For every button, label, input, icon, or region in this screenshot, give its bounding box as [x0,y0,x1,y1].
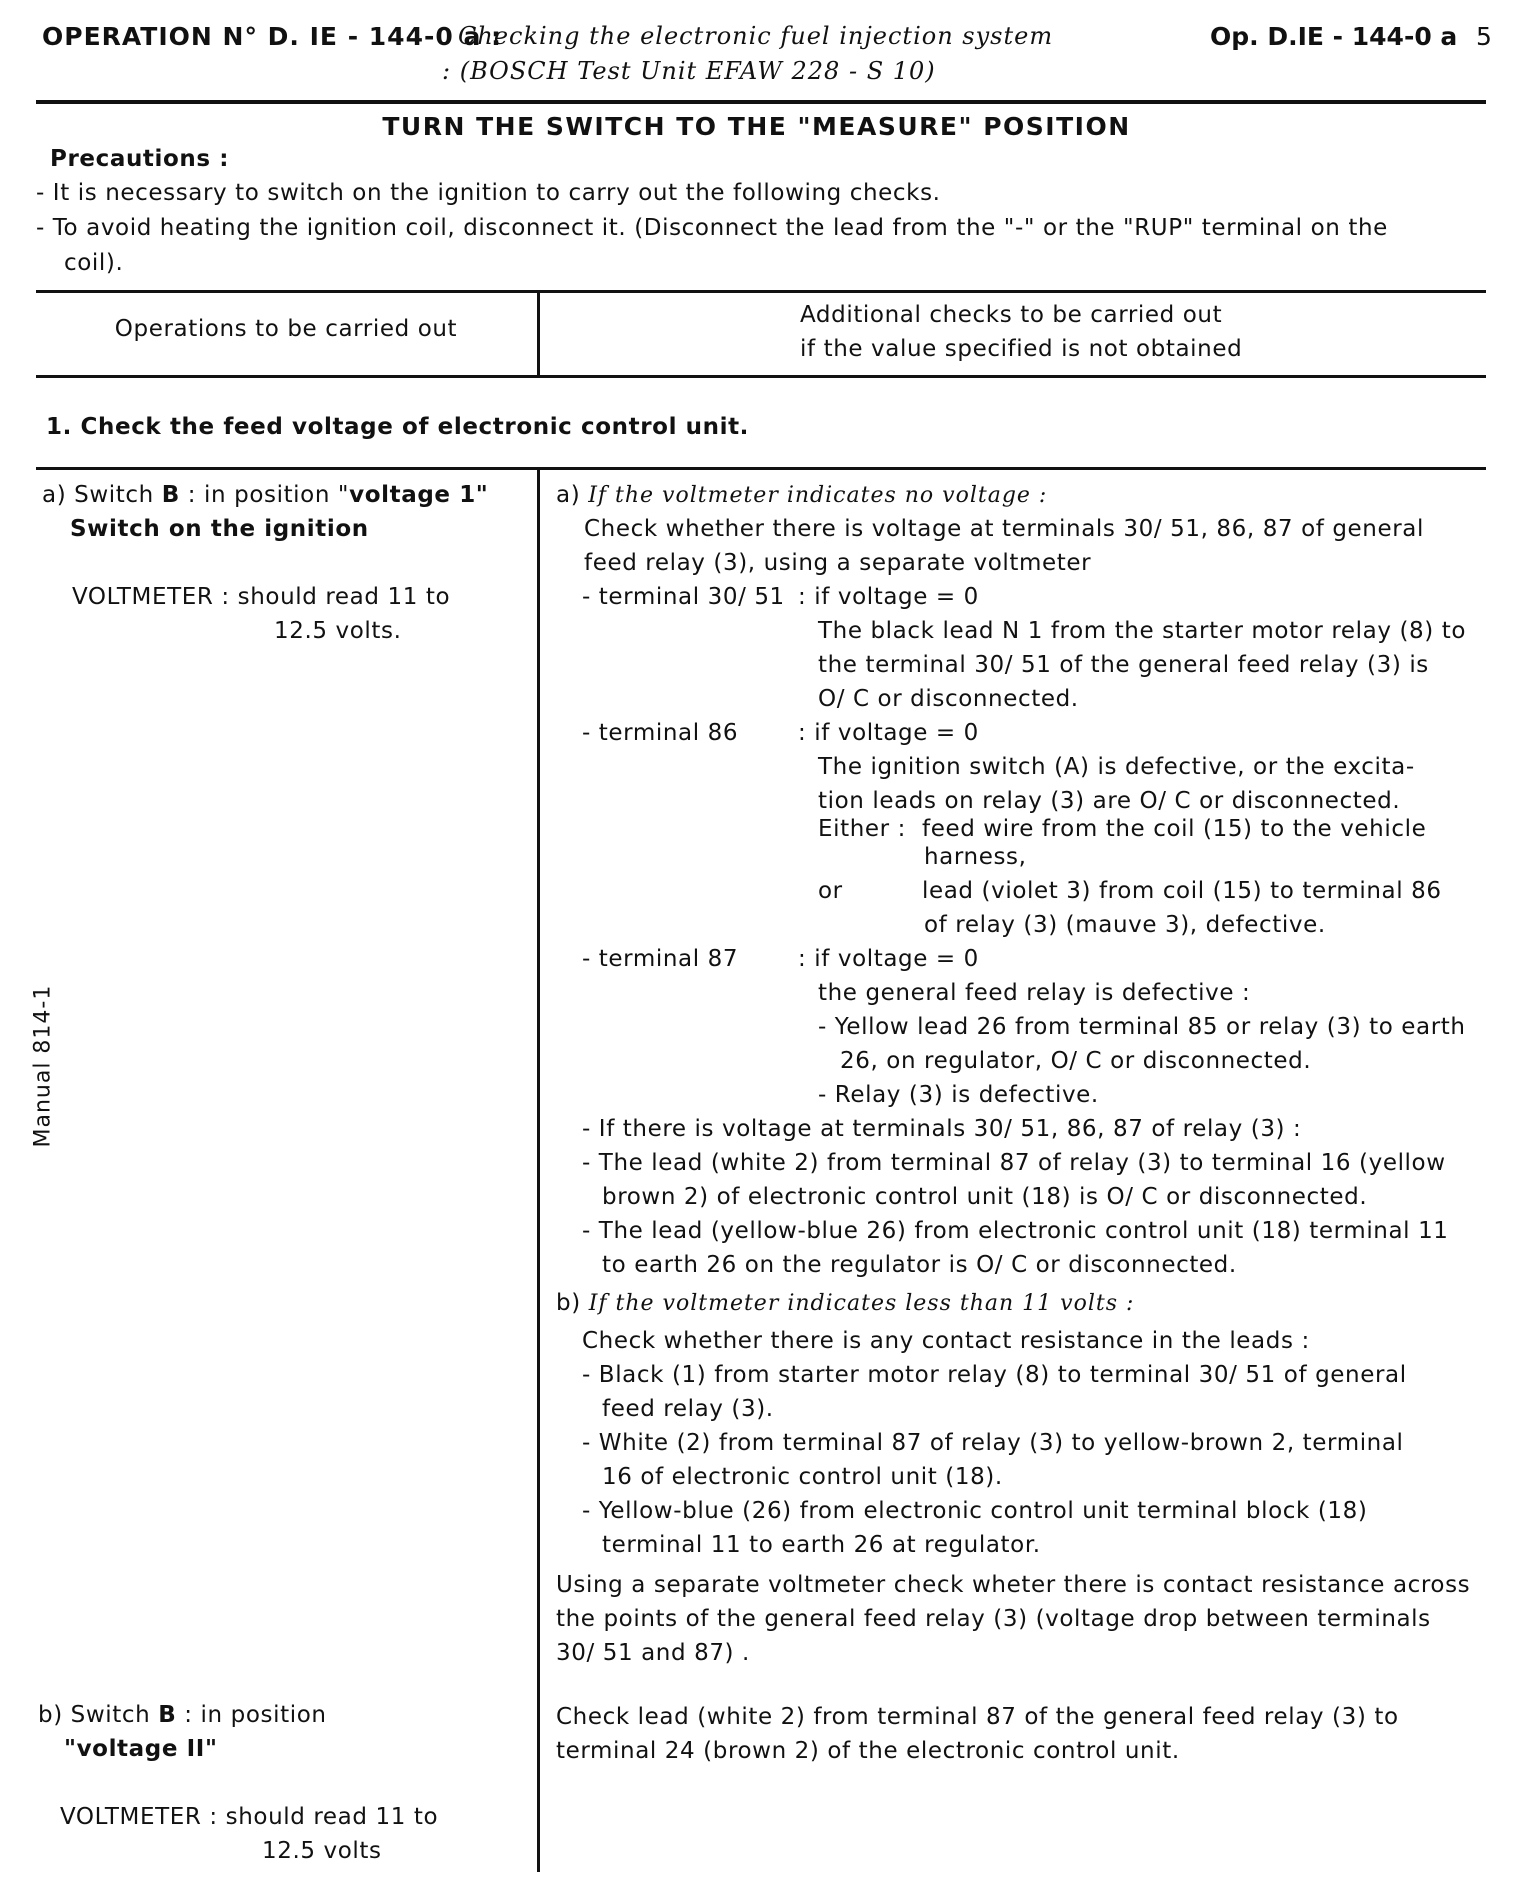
terminal-3051-text-2: the terminal 30/ 51 of the general feed relay (3) is [818,652,1429,678]
terminal-3051-text-1: The black lead N 1 from the starter motor relay (8) to [818,618,1467,644]
terminal-87-condition: : if voltage = 0 [798,946,979,972]
check-a-heading [556,482,1047,508]
check-b-heading [556,1290,1134,1316]
terminal-87-text-1: the general feed relay is defective : [818,980,1251,1006]
contact-line-2: - Black (1) from starter motor relay (8) to terminal 30/ 51 of general [582,1362,1407,1388]
terminal-86-either-2: harness, [924,844,1027,870]
voltage-present-4: - The lead (yellow-blue 26) from electronic control unit (18) terminal 11 [582,1218,1449,1244]
terminal-87-text-3: 26, on regulator, O/ C or disconnected. [840,1048,1312,1074]
terminal-3051-label: - terminal 30/ 51 [582,584,785,610]
voltage-present-2: - The lead (white 2) from terminal 87 of relay (3) to terminal 16 (yellow [582,1150,1446,1176]
terminal-86-or-2: of relay (3) (mauve 3), defective. [924,912,1326,938]
switch-b-label-2: B [158,1702,177,1728]
voltage-present-5: to earth 26 on the regulator is O/ C or disconnected. [602,1252,1237,1278]
contact-line-4: - White (2) from terminal 87 of relay (3) to yellow-brown 2, terminal [582,1430,1404,1456]
step-b-prefix: b) Switch [38,1702,159,1728]
terminal-86-either: Either : [818,816,906,842]
operation-number: OPERATION N° D. IE - 144-0 a : [42,22,503,51]
step-b-voltmeter: VOLTMETER : should read 11 to [60,1804,439,1830]
table-header-bottom-rule [36,375,1486,378]
step-a-voltmeter: VOLTMETER : should read 11 to [72,584,451,610]
manual-side-label: Manual 814-1 [30,984,56,1148]
table-header-divider [537,292,540,376]
check-b-prefix: b) [556,1290,589,1316]
terminal-87-label: - terminal 87 [582,946,739,972]
precaution-line-1: - It is necessary to switch on the ignition to carry out the following checks. [36,180,941,206]
contact-line-3: feed relay (3). [602,1396,774,1422]
step-b-voltage-2: "voltage II" [64,1736,218,1762]
terminal-86-text-2: tion leads on relay (3) are O/ C or disconnected. [818,788,1401,814]
step-a-ignition: Switch on the ignition [70,516,369,542]
voltage-1-label: voltage 1" [349,482,489,508]
column-header-checks-2: if the value specified is not obtained [800,336,1243,362]
precautions-heading: Precautions : [50,146,230,172]
operation-subtitle-2: : (BOSCH Test Unit EFAW 228 - S 10) [442,57,936,85]
step-b-switch [38,1702,327,1728]
check-a-prefix: a) [556,482,589,508]
step-b-voltmeter-value: 12.5 volts [262,1838,382,1864]
contact-line-5: 16 of electronic control unit (18). [602,1464,1003,1490]
terminal-86-condition: : if voltage = 0 [798,720,979,746]
check-a-condition: If the voltmeter indicates no voltage : [588,483,1048,508]
resistance-line-1: Using a separate voltmeter check wheter there is contact resistance across [556,1572,1471,1598]
precaution-line-3: coil). [64,250,124,276]
operation-subtitle: Checking the electronic fuel injection system [458,22,1054,50]
section-title: 1. Check the feed voltage of electronic control unit. [46,414,750,440]
section-rule [36,467,1486,470]
contact-line-7: terminal 11 to earth 26 at regulator. [602,1532,1041,1558]
step-a-mid: : in position " [179,482,350,508]
column-divider [537,469,540,1872]
precaution-line-2: - To avoid heating the ignition coil, disconnect it. (Disconnect the lead from the "-" or the "RUP" terminal on the [36,215,1388,241]
check-b-line-2: terminal 24 (brown 2) of the electronic control unit. [556,1738,1180,1764]
header-rule [36,100,1486,104]
voltage-present-3: brown 2) of electronic control unit (18) is O/ C or disconnected. [602,1184,1368,1210]
column-header-checks-1: Additional checks to be carried out [800,302,1223,328]
resistance-line-3: 30/ 51 and 87) . [556,1640,750,1666]
terminal-3051-text-3: O/ C or disconnected. [818,686,1079,712]
contact-line-1: Check whether there is any contact resistance in the leads : [582,1328,1310,1354]
page-number: 5 [1476,22,1492,51]
voltage-present-1: - If there is voltage at terminals 30/ 51, 86, 87 of relay (3) : [582,1116,1302,1142]
terminal-87-text-2: - Yellow lead 26 from terminal 85 or relay (3) to earth [818,1014,1466,1040]
check-b-line-1: Check lead (white 2) from terminal 87 of the general feed relay (3) to [556,1704,1399,1730]
terminal-3051-condition: : if voltage = 0 [798,584,979,610]
check-b-condition: If the voltmeter indicates less than 11 volts : [588,1291,1135,1316]
terminal-86-either-1: feed wire from the coil (15) to the vehicle [922,816,1427,842]
terminal-86-text-1: The ignition switch (A) is defective, or the excita- [818,754,1415,780]
step-b-post: : in position [176,1702,327,1728]
resistance-line-2: the points of the general feed relay (3) (voltage drop between terminals [556,1606,1431,1632]
operation-reference: Op. D.IE - 144-0 a [1210,22,1458,51]
step-a-prefix: a) Switch [42,482,162,508]
terminal-86-or: or [818,878,843,904]
check-a-line-1: Check whether there is voltage at terminals 30/ 51, 86, 87 of general [584,516,1424,542]
page-title: TURN THE SWITCH TO THE "MEASURE" POSITION [382,112,1131,141]
table-top-rule [36,290,1486,293]
terminal-87-text-4: - Relay (3) is defective. [818,1082,1099,1108]
terminal-86-label: - terminal 86 [582,720,739,746]
switch-b-label: B [161,482,180,508]
contact-line-6: - Yellow-blue (26) from electronic control unit terminal block (18) [582,1498,1368,1524]
step-a-voltmeter-value: 12.5 volts. [274,618,402,644]
step-a-switch [42,482,488,508]
terminal-86-or-1: lead (violet 3) from coil (15) to terminal 86 [922,878,1442,904]
column-header-operations: Operations to be carried out [114,316,458,342]
check-a-line-2: feed relay (3), using a separate voltmeter [584,550,1092,576]
